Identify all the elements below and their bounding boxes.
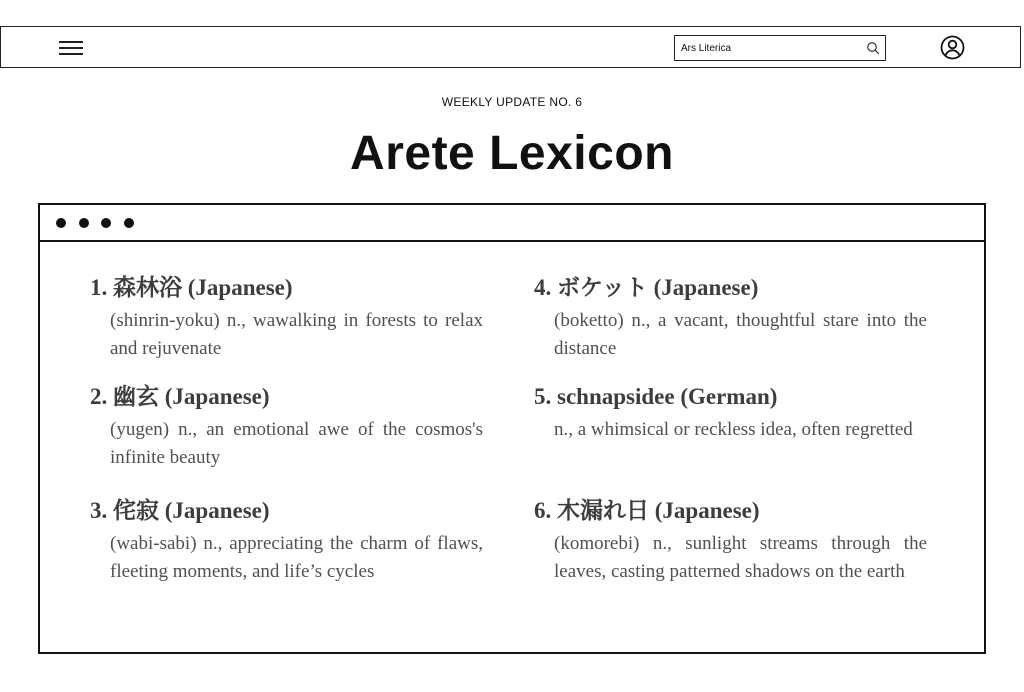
entry-heading: 3. 侘寂 (Japanese)	[90, 498, 270, 523]
lexicon-entry	[534, 273, 929, 363]
page-title: Arete Lexicon	[350, 127, 674, 180]
menu-icon[interactable]	[59, 40, 83, 56]
entry-heading: 6. 木漏れ日 (Japanese)	[534, 498, 760, 523]
search-box[interactable]	[674, 35, 886, 61]
entry-definition: n., a whimsical or reckless idea, often regretted	[554, 419, 913, 440]
search-icon[interactable]	[866, 41, 880, 55]
weekly-update-label: WEEKLY UPDATE NO. 6	[441, 95, 583, 109]
top-navigation-bar	[0, 26, 1021, 68]
window-dot	[79, 218, 89, 228]
entry-definition: (shinrin-yoku) n., wawalking in forests to relax and rejuvenate	[110, 310, 483, 359]
lexicon-entry	[90, 273, 485, 363]
entry-heading: 2. 幽玄 (Japanese)	[90, 384, 270, 409]
entry-heading: 5. schnapsidee (German)	[534, 384, 778, 409]
lexicon-entry	[90, 496, 485, 586]
lexicon-entry	[534, 496, 929, 586]
lexicon-window	[38, 203, 986, 654]
window-dot	[101, 218, 111, 228]
lexicon-entry	[90, 382, 485, 472]
window-title-bar	[40, 205, 984, 242]
window-dot	[56, 218, 66, 228]
search-input[interactable]	[675, 36, 861, 60]
entry-definition: (boketto) n., a vacant, thoughtful stare into the distance	[554, 310, 927, 359]
window-dot	[124, 218, 134, 228]
entry-definition: (yugen) n., an emotional awe of the cosmos's infinite beauty	[110, 419, 483, 468]
user-icon[interactable]	[940, 35, 965, 60]
entry-definition: (komorebi) n., sunlight streams through the leaves, casting patterned shadows on the earth	[554, 533, 927, 582]
entry-heading: 4. ボケット (Japanese)	[534, 275, 759, 300]
lexicon-entry	[534, 382, 929, 444]
entry-definition: (wabi-sabi) n., appreciating the charm of flaws, fleeting moments, and life’s cycles	[110, 533, 483, 582]
window-dots-icon	[56, 218, 146, 228]
entry-heading: 1. 森林浴 (Japanese)	[90, 275, 293, 300]
